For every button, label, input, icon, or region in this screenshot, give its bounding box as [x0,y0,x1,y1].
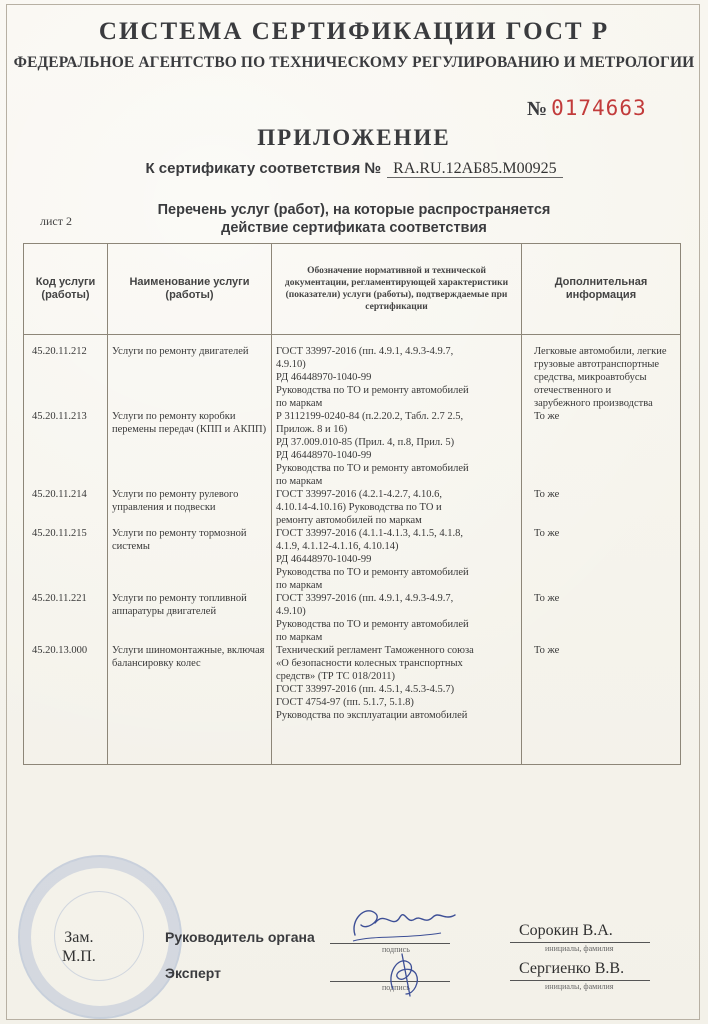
table-row [24,488,681,527]
header-code: Код услуги (работы) [24,244,108,335]
service-name: Услуги по ремонту коробки перемены передач (КПП и АКПП) [108,410,272,488]
expert-label: Эксперт [165,965,222,981]
sheet-number: лист 2 [40,214,72,228]
service-docs-line: Руководства по ТО и ремонту автомобилей [276,463,469,474]
service-docs-line: по маркам [276,398,323,409]
head-name-caption: инициалы, фамилия [545,944,614,953]
service-info [522,488,681,527]
service-docs-line: Руководства по ТО и ремонту автомобилей [276,567,469,578]
expert-name: Сергиенко В.В. [519,960,625,977]
agency-name: ФЕДЕРАЛЬНОЕ АГЕНТСТВО ПО ТЕХНИЧЕСКОМУ РЕГУЛИРОВАНИЮ И МЕТРОЛОГИИ [13,54,695,71]
service-docs [272,527,522,592]
service-info-line: То же [534,489,560,500]
service-info [522,592,681,644]
service-code: 45.20.11.214 [24,488,108,527]
service-info-line: То же [534,528,560,539]
service-docs-line: ГОСТ 33997-2016 (4.2.1-4.2.7, 4.10.6, [276,489,443,500]
head-name: Сорокин В.А. [519,922,613,939]
stamp-place [62,928,96,966]
head-label: Руководитель органа [165,929,315,945]
service-docs-line: ГОСТ 4754-97 (пп. 5.1.7, 5.1.8) [276,697,414,708]
expert-name-caption: инициалы, фамилия [545,982,614,991]
head-signature-caption: подпись [382,945,410,954]
header-info: Дополнительная информация [522,244,681,335]
service-docs [272,335,522,411]
stamp-place-line-1: Зам. [64,929,94,946]
services-table [23,243,681,765]
service-name: Услуги по ремонту тормозной системы [108,527,272,592]
service-docs [272,410,522,488]
service-info [522,335,681,411]
service-docs-line: РД 37.009.010-85 (Прил. 4, п.8, Прил. 5) [276,437,455,448]
service-info-line: грузовые автотранспортные [534,359,660,370]
service-docs-line: Руководства по ТО и ремонту автомобилей [276,619,469,630]
service-docs-line: РД 46448970-1040-99 [276,554,372,565]
table-row [24,592,681,644]
certificate-reference [0,160,708,178]
service-docs-line: Руководства по ТО и ремонту автомобилей [276,385,469,396]
list-title-line-2: действие сертификата соответствия [221,220,487,236]
service-code: 45.20.11.212 [24,335,108,411]
number-sign: № [527,98,548,120]
table-row [24,644,681,765]
service-code: 45.20.11.221 [24,592,108,644]
service-name: Услуги по ремонту топливной аппаратуры двигателей [108,592,272,644]
service-docs-line: «О безопасности колесных транспортных [276,658,463,669]
service-docs [272,488,522,527]
service-docs-line: 4.9.10) [276,359,306,370]
service-docs-line: Прилож. 8 и 16) [276,424,348,435]
service-docs-line: РД 46448970-1040-99 [276,450,372,461]
system-title: СИСТЕМА СЕРТИФИКАЦИИ ГОСТ Р [98,18,610,45]
service-info-line: зарубежного производства [534,398,653,409]
service-docs [272,592,522,644]
service-docs-line: ГОСТ 33997-2016 (пп. 4.9.1, 4.9.3-4.9.7, [276,346,454,357]
expert-signature-image [378,944,438,1004]
service-docs-line: по маркам [276,580,323,591]
service-name: Услуги по ремонту двигателей [108,335,272,411]
service-info-line: средства, микроавтобусы [534,372,647,383]
certificate-reference-label: К сертификату соответствия № [145,160,382,177]
appendix-title: ПРИЛОЖЕНИЕ [257,125,451,150]
service-docs-line: ремонту автомобилей по маркам [276,515,422,526]
service-info-line: Легковые автомобили, легкие [534,346,667,357]
header-name: Наименование услуги (работы) [108,244,272,335]
service-docs-line: Р 3112199-0240-84 (п.2.20.2, Табл. 2.7 2.5, [276,411,464,422]
blank-number-value: 0174663 [551,96,647,120]
service-docs-line: Технический регламент Таможенного союза [276,645,474,656]
certificate-number: RA.RU.12АБ85.М00925 [387,160,562,178]
list-title [60,201,648,237]
service-docs-line: средств» (ТР ТС 018/2011) [276,671,396,682]
service-info-line: То же [534,411,560,422]
service-docs-line: ГОСТ 33997-2016 (пп. 4.5.1, 4.5.3-4.5.7) [276,684,455,695]
service-name: Услуги по ремонту рулевого управления и подвески [108,488,272,527]
service-docs-line: ГОСТ 33997-2016 (пп. 4.9.1, 4.9.3-4.9.7, [276,593,454,604]
service-docs-line: ГОСТ 33997-2016 (4.1.1-4.1.3, 4.1.5, 4.1.8, [276,528,464,539]
service-info [522,410,681,488]
service-docs-line: 4.9.10) [276,606,306,617]
service-docs-line: по маркам [276,476,323,487]
service-info [522,644,681,765]
service-docs [272,644,522,765]
service-docs-line: по маркам [276,632,323,643]
table-row [24,527,681,592]
service-docs-line: Руководства по эксплуатации автомобилей [276,710,468,721]
list-title-line-1: Перечень услуг (работ), на которые распространяется [157,202,551,218]
service-code: 45.20.11.213 [24,410,108,488]
table-row [24,335,681,411]
stamp-place-line-2: М.П. [62,948,96,965]
service-docs-line: 4.1.9, 4.1.12-4.1.16, 4.10.14) [276,541,399,552]
service-docs-line: РД 46448970-1040-99 [276,372,372,383]
service-docs-line: 4.10.14-4.10.16) Руководства по ТО и [276,502,442,513]
service-name: Услуги шиномонтажные, включая балансировку колес [108,644,272,765]
service-info [522,527,681,592]
round-stamp [18,855,182,1019]
service-info-line: отечественного и [534,385,612,396]
table-row [24,410,681,488]
expert-signature-caption: подпись [382,983,410,992]
blank-number [527,96,647,121]
service-code: 45.20.11.215 [24,527,108,592]
expert-name-line [510,980,650,981]
service-info-line: То же [534,593,560,604]
table-header-row [24,244,681,335]
head-name-line [510,942,650,943]
service-code: 45.20.13.000 [24,644,108,765]
header-docs: Обозначение нормативной и технической документации, регламентирующей характеристики (показатели) услуги (работы), подтверждаемые при сертификации [272,244,522,335]
service-info-line: То же [534,645,560,656]
